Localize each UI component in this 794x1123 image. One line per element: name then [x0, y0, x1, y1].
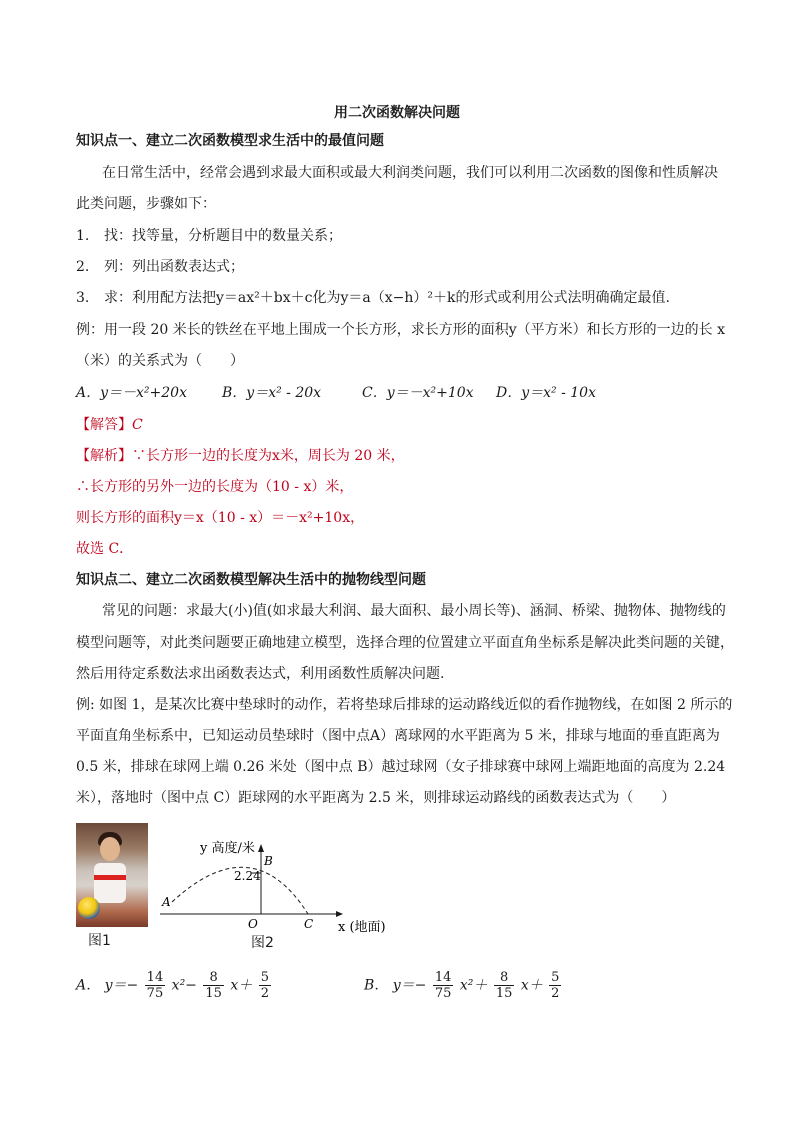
- formula-a-letter: A．: [76, 977, 101, 994]
- jersey-stripe: [94, 875, 126, 880]
- formula-option-b: [364, 970, 563, 1001]
- step-2-number: 2.: [76, 259, 90, 275]
- step-1-text: 找：找等量，分析题目中的数量关系；: [104, 228, 342, 244]
- answer-line: [76, 415, 143, 435]
- formula-b-lhs: y＝−: [392, 977, 427, 994]
- formula-a-frac2: $\frac{8}{15}$: [205, 970, 222, 1001]
- step-1-number: 1.: [76, 228, 90, 244]
- page-title: 用二次函数解决问题: [334, 105, 460, 121]
- formula-b-term2: x＋: [520, 977, 543, 994]
- example2-line1: 例: 如图 1，是某次比赛中垫球时的动作，若将垫球后排球的运动路线近似的看作抛物线，在如图 2 所示的: [76, 697, 733, 713]
- option-b: B．y＝x² - 20x: [222, 385, 322, 401]
- example2-line4: 米），落地时（图中点 C）距球网的水平距离为 2.5 米，则排球运动路线的函数表达式为（ ）: [76, 790, 676, 806]
- analysis-text-1: ∵长方形一边的长度为x米，周长为 20 米，: [132, 448, 405, 464]
- origin-label: O: [248, 917, 258, 931]
- volleyball-icon: [78, 897, 100, 919]
- formula-a-lhs: y＝−: [104, 977, 139, 994]
- figure2-graph: [158, 832, 398, 948]
- section1-intro-line2: 此类问题，步骤如下：: [76, 196, 216, 212]
- formula-a-term2: x＋: [230, 977, 253, 994]
- example2-line2: 平面直角坐标系中，已知运动员垫球时（图中点A）离球网的水平距离为 5 米，排球与地面的垂直距离为: [76, 728, 720, 744]
- example1-line1: 例：用一段 20 米长的铁丝在平地上围成一个长方形，求长方形的面积y（平方米）和长方形的一边的长 x: [76, 322, 725, 338]
- y-axis-label: y 高度/米: [200, 841, 255, 856]
- answer-label: 【解答】: [76, 417, 132, 433]
- point-a-label: A: [162, 895, 171, 909]
- formula-b-frac3: $\frac{5}{2}$: [551, 970, 560, 1001]
- analysis-line-3: 则长方形的面积y＝x（10 - x）＝－x²+10x，: [76, 510, 365, 526]
- figure1-volleyball-photo: [76, 823, 148, 927]
- y-axis-arrow: [258, 844, 264, 852]
- formula-option-a: [76, 970, 273, 1001]
- formula-a-term1: x²−: [171, 977, 197, 994]
- formula-a-frac3: $\frac{5}{2}$: [260, 970, 270, 1001]
- analysis-line-1: [76, 446, 405, 466]
- option-d: D．y＝x² - 10x: [496, 385, 596, 401]
- section2-para-line1: 常见的问题：求最大(小)值(如求最大利润、最大面积、最小周长等)、涵洞、桥梁、抛物体、抛物线的: [102, 603, 726, 619]
- example2-line3: 0.5 米，排球在球网上端 0.26 米处（图中点 B）越过球网（女子排球赛中球网上端距地面的高度为 2.24: [76, 759, 726, 775]
- section1-heading: 知识点一、建立二次函数模型求生活中的最值问题: [76, 133, 384, 149]
- section2-para-line2: 模型问题等，对此类问题要正确地建立模型，选择合理的位置建立平面直角坐标系是解决此类问题的关键，: [76, 635, 734, 651]
- formula-b-letter: B．: [364, 977, 389, 994]
- x-axis-label: x (地面): [338, 920, 386, 935]
- analysis-line-2: ∴长方形的另外一边的长度为（10 - x）米，: [76, 479, 354, 495]
- analysis-line-4: 故选 C．: [76, 541, 134, 557]
- step-3-number: 3.: [76, 290, 90, 306]
- player-jersey: [94, 863, 126, 903]
- figure1-caption: 图1: [88, 933, 111, 949]
- section1-intro-line1: 在日常生活中，经常会遇到求最大面积或最大利润类问题，我们可以利用二次函数的图像和性质解决: [102, 165, 718, 181]
- formula-a-frac1: $\frac{14}{75}$: [146, 970, 164, 1001]
- figure2-caption: 图2: [251, 935, 274, 951]
- option-a: A．y＝－x²+20x: [76, 385, 187, 401]
- section2-heading: 知识点二、建立二次函数模型解决生活中的抛物线型问题: [76, 572, 426, 588]
- formula-b-term1: x²＋: [459, 977, 488, 994]
- step-3-text: 求：利用配方法把y＝ax²＋bx＋c化为y＝a（x−h）²＋k的形式或利用公式法明确确定最值.: [104, 290, 670, 306]
- analysis-label: 【解析】: [76, 448, 132, 464]
- tick-label-224: 2.24: [234, 869, 261, 883]
- option-c: C．y＝－x²+10x: [362, 385, 474, 401]
- x-axis-arrow: [336, 911, 343, 917]
- point-c-label: C: [304, 917, 314, 931]
- formula-b-frac1: $\frac{14}{75}$: [434, 970, 452, 1001]
- step-2-text: 列：列出函数表达式；: [104, 259, 244, 275]
- answer-value: C: [132, 417, 143, 433]
- formula-b-frac2: $\frac{8}{15}$: [495, 970, 513, 1001]
- section2-para-line3: 然后用待定系数法求出函数表达式，利用函数性质解决问题.: [76, 666, 445, 682]
- example1-line2: （米）的关系式为（ ）: [76, 353, 244, 369]
- point-b-label: B: [264, 854, 273, 868]
- player-head: [100, 837, 120, 861]
